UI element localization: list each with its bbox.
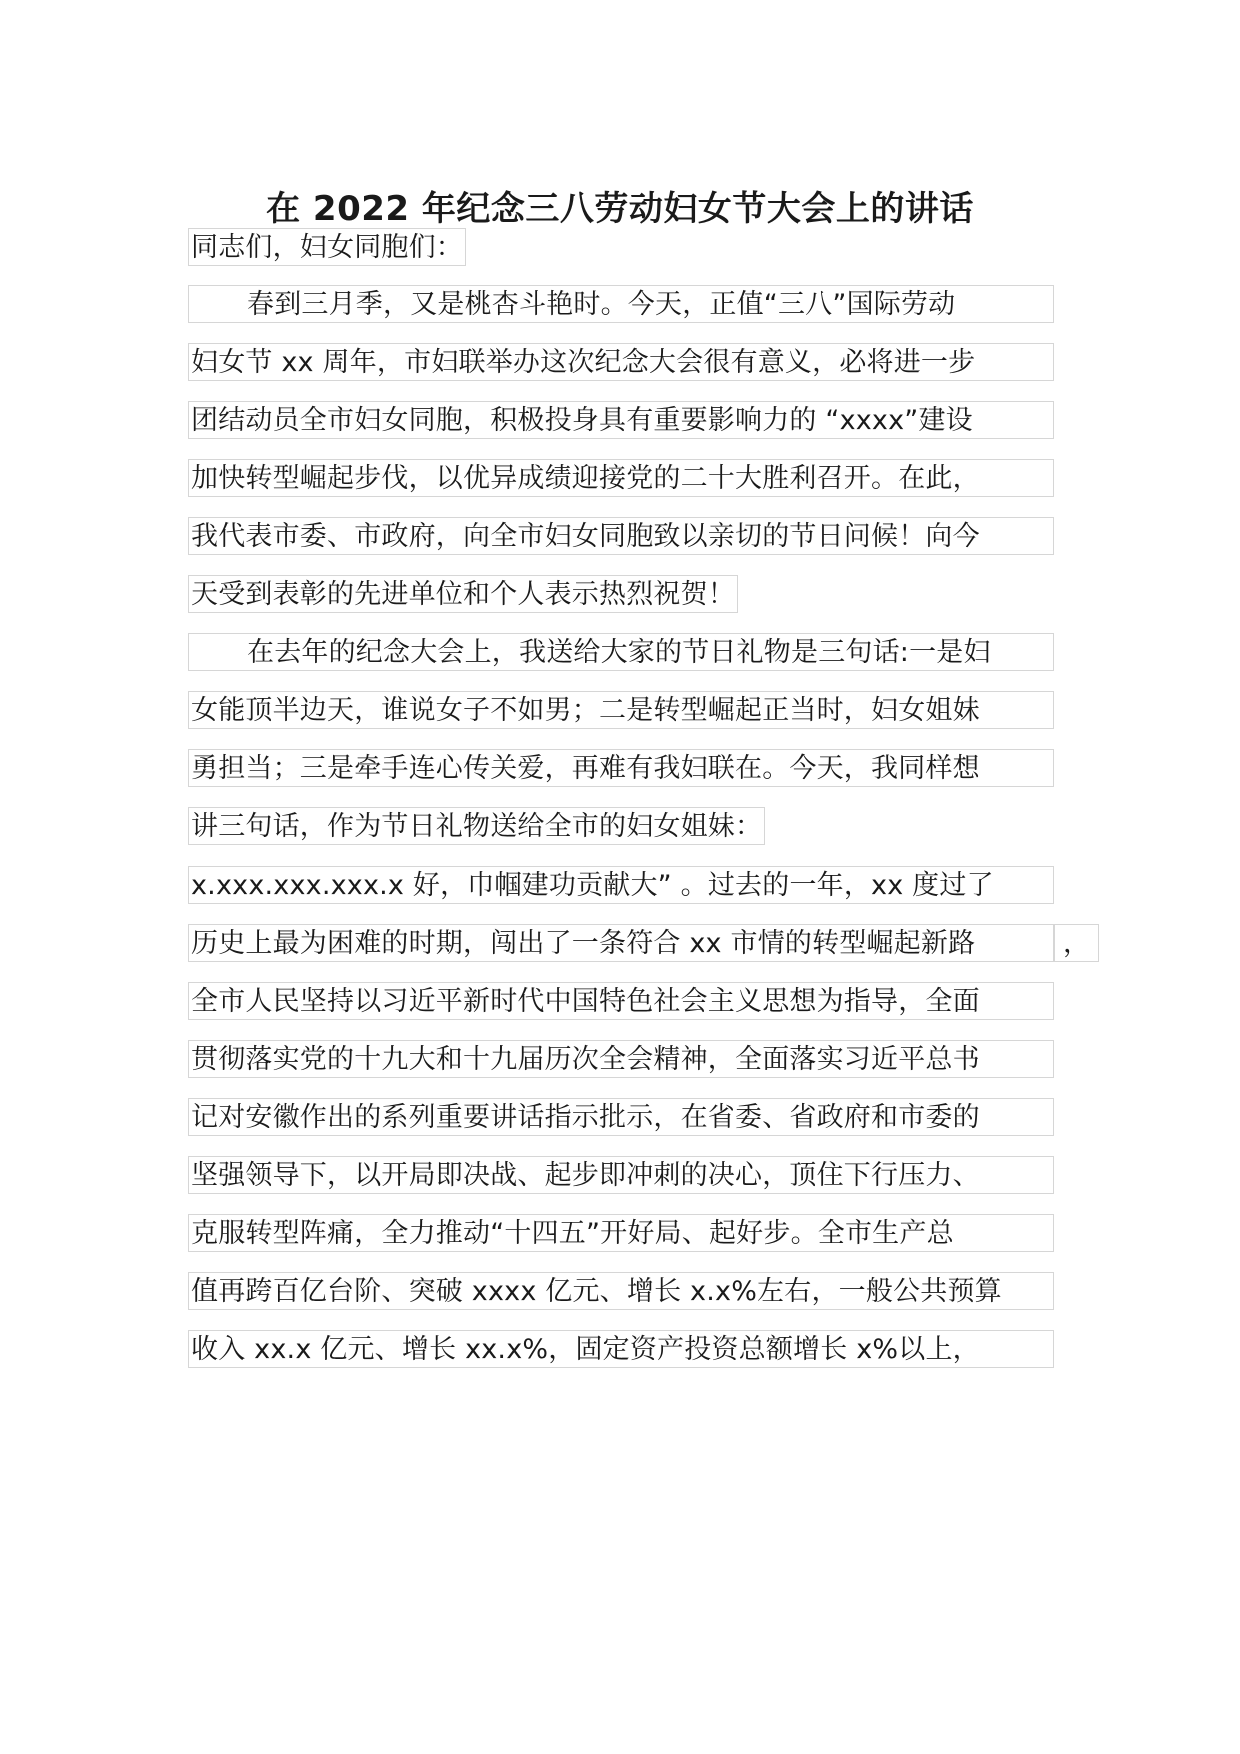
paragraph-1-line-5: 我代表市委、市政府，向全市妇女同胞致以亲切的节日问候！向今 [188, 517, 1054, 555]
paragraph-3-line-4: 贯彻落实党的十九大和十九届历次全会精神，全面落实习近平总书 [188, 1040, 1054, 1078]
paragraph-3-line-7: 克服转型阵痛，全力推动“十四五”开好局、起好步。全市生产总 [188, 1214, 1054, 1252]
paragraph-3-line-8: 值再跨百亿台阶、突破 xxxx 亿元、增长 x.x%左右，一般公共预算 [188, 1272, 1054, 1310]
paragraph-1-line-3: 团结动员全市妇女同胞，积极投身具有重要影响力的 “xxxx”建设 [188, 401, 1054, 439]
paragraph-1-line-4: 加快转型崛起步伐，以优异成绩迎接党的二十大胜利召开。在此， [188, 459, 1054, 497]
paragraph-3-line-9: 收入 xx.x 亿元、增长 xx.x%，固定资产投资总额增长 x%以上， [188, 1330, 1054, 1368]
paragraph-3-line-3: 全市人民坚持以习近平新时代中国特色社会主义思想为指导，全面 [188, 982, 1054, 1020]
paragraph-3-line-6: 坚强领导下，以开局即决战、起步即冲刺的决心，顶住下行压力、 [188, 1156, 1054, 1194]
paragraph-1-line-2: 妇女节 xx 周年，市妇联举办这次纪念大会很有意义，必将进一步 [188, 343, 1054, 381]
paragraph-2-line-1: 在去年的纪念大会上，我送给大家的节日礼物是三句话:一是妇 [188, 633, 1054, 671]
paragraph-3-line-5: 记对安徽作出的系列重要讲话指示批示，在省委、省政府和市委的 [188, 1098, 1054, 1136]
paragraph-2-line-3: 勇担当；三是牵手连心传关爱，再难有我妇联在。今天，我同样想 [188, 749, 1054, 787]
greeting-line: 同志们，妇女同胞们： [188, 228, 466, 266]
paragraph-1-line-6: 天受到表彰的先进单位和个人表示热烈祝贺！ [188, 575, 738, 613]
paragraph-3-line-2: 历史上最为困难的时期，闯出了一条符合 xx 市情的转型崛起新路 [188, 924, 1054, 962]
paragraph-3-line-1: x.xxx.xxx.xxx.x 好，巾帼建功贡献大” 。过去的一年，xx 度过了 [188, 866, 1054, 904]
paragraph-2-line-4: 讲三句话，作为节日礼物送给全市的妇女姐妹： [188, 807, 765, 845]
paragraph-1-line-1: 春到三月季，又是桃杏斗艳时。今天，正值“三八”国际劳动 [188, 285, 1054, 323]
paragraph-2-line-2: 女能顶半边天，谁说女子不如男；二是转型崛起正当时，妇女姐妹 [188, 691, 1054, 729]
document-title: 在 2022 年纪念三八劳动妇女节大会上的讲话 [266, 189, 974, 229]
paragraph-3-line-2-tail: ， [1054, 924, 1099, 962]
